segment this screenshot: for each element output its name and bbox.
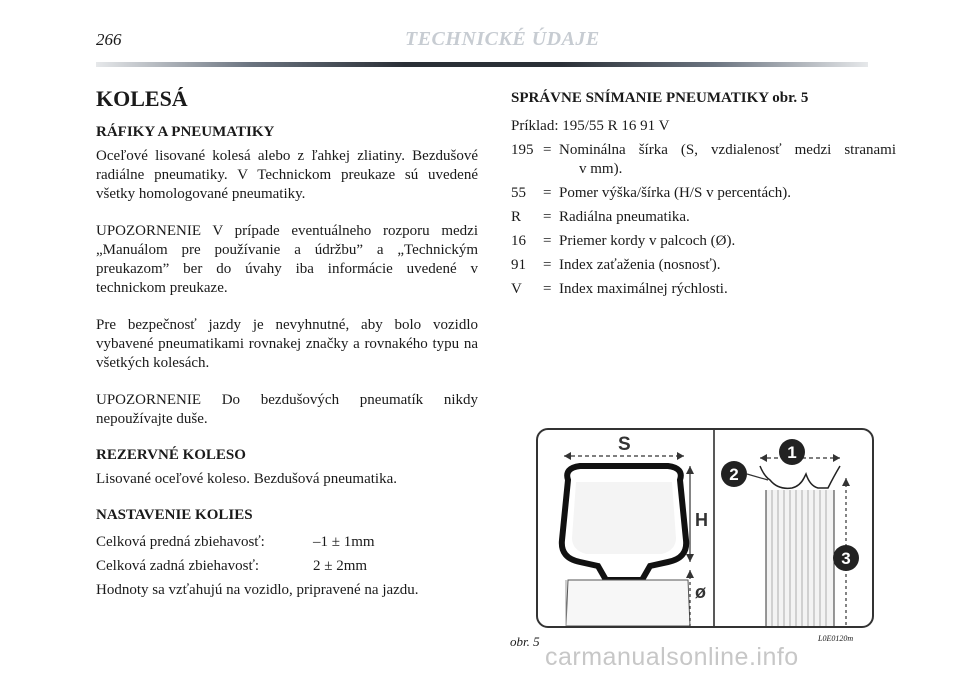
tyre-example: Príklad: 195/55 R 16 91 V xyxy=(511,118,670,134)
equals-sign: = xyxy=(543,281,552,297)
alignment-heading: NASTAVENIE KOLIES xyxy=(96,507,253,523)
rim xyxy=(566,580,690,626)
safety-text: Pre bezpečnosť jazdy je nevyhnutné, aby bolo vozidlo vybavené pneumatikami rovnakej značky a rovnakého typu na všetkých kolesách. xyxy=(96,317,478,371)
equals-sign: = xyxy=(543,209,552,225)
alignment-label: Celková zadná zbiehavosť: xyxy=(96,558,260,574)
alignment-row-rear xyxy=(96,554,478,578)
alignment-value: 2 ± 2mm xyxy=(313,558,368,574)
arrowhead-left xyxy=(564,452,571,460)
rims-heading: RÁFIKY A PNEUMATIKY xyxy=(96,124,275,140)
label-h: H xyxy=(695,510,708,530)
label-diameter: ø xyxy=(695,582,706,602)
arrowhead-rim-right xyxy=(833,454,840,462)
alignment-value: –1 ± 1mm xyxy=(313,534,375,550)
equals-sign: = xyxy=(543,142,552,158)
figure-code: L0E0120m xyxy=(818,634,854,643)
tyre-code: 16 xyxy=(511,233,526,249)
warning-text-1: UPOZORNENIE V prípade eventuálneho rozporu medzi „Manuálom pre používanie a údržbu” a „Technickým preukazom” ber do úvahy iba informácie uvedené v technickom preukaze. xyxy=(96,223,478,296)
tyre-code-description: Index maximálnej rýchlosti. xyxy=(559,281,728,297)
marker-3-label: 3 xyxy=(841,549,851,568)
marker-1-label: 1 xyxy=(787,443,797,462)
tyre-code: 55 xyxy=(511,185,526,201)
tyre-code-description: Nominálna šírka (S, vzdialenosť medzi stranami v mm). xyxy=(559,142,896,177)
figure-caption: obr. 5 xyxy=(510,634,540,649)
right-column xyxy=(511,90,896,304)
arrowhead-rim-diameter xyxy=(842,478,850,486)
header-title: TECHNICKÉ ÚDAJE xyxy=(405,28,600,50)
equals-sign: = xyxy=(543,257,552,273)
tyre-code-row xyxy=(511,280,896,299)
tyre-code-row xyxy=(511,232,896,251)
arrowhead-top xyxy=(686,466,694,474)
tyre-code-description: Priemer kordy v palcoch (Ø). xyxy=(559,233,736,249)
alignment-note: Hodnoty sa vzťahujú na vozidlo, pripravené na jazdu. xyxy=(96,582,419,598)
warning-text-2: UPOZORNENIE Do bezdušových pneumatík nikdy nepoužívajte duše. xyxy=(96,392,478,427)
tyre-diagram-svg xyxy=(538,430,872,626)
wheel-body xyxy=(766,490,834,626)
section-title: KOLESÁ xyxy=(96,86,188,111)
tyre-code-row xyxy=(511,184,896,203)
tyre-diagram xyxy=(536,428,874,628)
tyre-code-description: Index zaťaženia (nosnosť). xyxy=(559,257,721,273)
arrowhead-rim-left xyxy=(760,454,767,462)
header-rule xyxy=(96,62,868,67)
tyre-code-description: Radiálna pneumatika. xyxy=(559,209,690,225)
marker-2-label: 2 xyxy=(729,465,739,484)
tyre-inner xyxy=(572,482,676,554)
rim-profile xyxy=(760,466,840,488)
alignment-row-front xyxy=(96,530,478,554)
tyre-code: R xyxy=(511,209,522,225)
tyre-code: 195 xyxy=(511,142,534,158)
tyre-code: V xyxy=(511,281,522,297)
equals-sign: = xyxy=(543,233,552,249)
spare-wheel-text: Lisované oceľové koleso. Bezdušová pneumatika. xyxy=(96,471,398,487)
watermark: carmanualsonline.info xyxy=(545,643,799,671)
tyre-reading-heading: SPRÁVNE SNÍMANIE PNEUMATIKY obr. 5 xyxy=(511,90,809,106)
label-s: S xyxy=(618,434,631,455)
tyre-code-description: Pomer výška/šírka (H/S v percentách). xyxy=(559,185,792,201)
tyre-code-row xyxy=(511,256,896,275)
tyre-code-row xyxy=(511,208,896,227)
arrowhead-bottom xyxy=(686,554,694,562)
arrowhead-right xyxy=(677,452,684,460)
rims-text: Oceľové lisované kolesá alebo z ľahkej zliatiny. Bezdušové radiálne pneumatiky. V Technickom preukaze sú uvedené všetky homologované pneumatiky. xyxy=(96,148,478,202)
spare-wheel-heading: REZERVNÉ KOLESO xyxy=(96,447,246,463)
tyre-code: 91 xyxy=(511,257,526,273)
equals-sign: = xyxy=(543,185,552,201)
alignment-label: Celková predná zbiehavosť: xyxy=(96,534,265,550)
page-number: 266 xyxy=(96,30,122,49)
tyre-code-row xyxy=(511,141,896,179)
arrowhead-diameter xyxy=(686,570,694,578)
left-column xyxy=(96,86,478,602)
